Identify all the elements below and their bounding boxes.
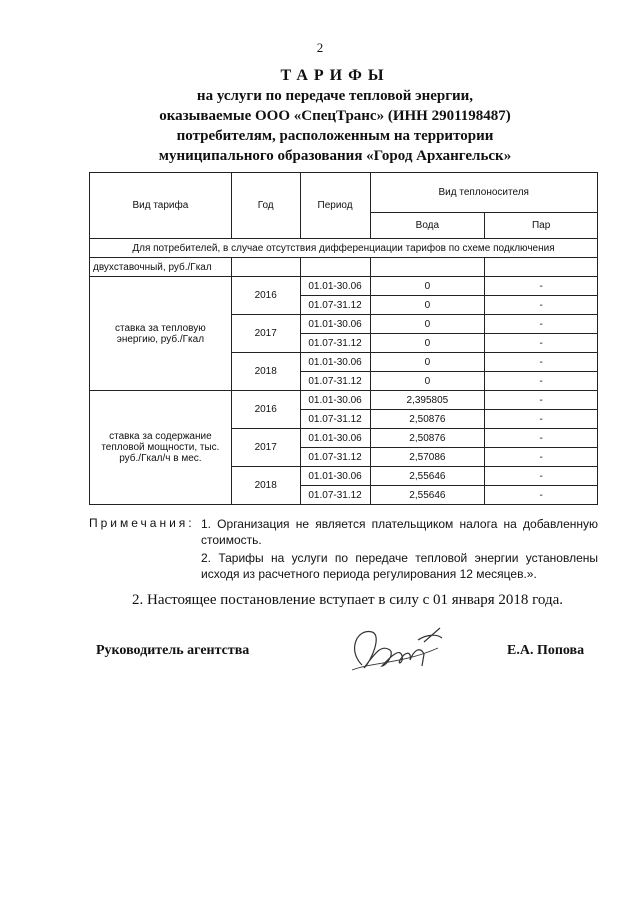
energy-rate-period: 01.07-31.12: [300, 296, 370, 315]
capacity-rate-steam: -: [485, 448, 598, 467]
capacity-rate-period: 01.01-30.06: [300, 467, 370, 486]
page-number: 2: [316, 40, 324, 55]
header-tariff-type: Вид тарифа: [90, 173, 232, 239]
section-caption-row: [90, 239, 598, 258]
signatory-role: Руководитель агентства: [96, 643, 250, 658]
capacity-rate-period: 01.07-31.12: [300, 410, 370, 429]
energy-rate-steam: -: [485, 372, 598, 391]
capacity-rate-year: 2018: [231, 467, 300, 505]
energy-rate-label: ставка за тепловую энергию, руб./Гкал: [90, 277, 232, 391]
title-line-2: оказываемые ООО «СпецТранс» (ИНН 2901198487): [159, 108, 511, 124]
energy-rate-period: 01.01-30.06: [300, 277, 370, 296]
energy-rate-steam: -: [485, 296, 598, 315]
capacity-rate-water: 2,395805: [370, 391, 485, 410]
energy-rate-row: [90, 277, 598, 296]
capacity-rate-period: 01.01-30.06: [300, 429, 370, 448]
notes-label: Примечания:: [89, 516, 195, 530]
capacity-rate-water: 2,50876: [370, 429, 485, 448]
capacity-rate-year: 2017: [231, 429, 300, 467]
capacity-rate-steam: -: [485, 467, 598, 486]
capacity-rate-steam: -: [485, 391, 598, 410]
capacity-rate-period: 01.01-30.06: [300, 391, 370, 410]
capacity-rate-water: 2,57086: [370, 448, 485, 467]
title-main: ТАРИФЫ: [280, 67, 390, 84]
energy-rate-steam: -: [485, 353, 598, 372]
energy-rate-period: 01.07-31.12: [300, 334, 370, 353]
effective-date-clause: 2. Настоящее постановление вступает в силу с 01 января 2018 года.: [132, 592, 564, 608]
energy-rate-period: 01.07-31.12: [300, 372, 370, 391]
header-period: Период: [300, 173, 370, 239]
header-carrier: Вид теплоносителя: [370, 173, 598, 213]
two-part-label: двухставочный, руб./Гкал: [90, 258, 232, 277]
energy-rate-steam: -: [485, 334, 598, 353]
document-title: [100, 66, 570, 166]
energy-rate-water: 0: [370, 315, 485, 334]
energy-rate-water: 0: [370, 277, 485, 296]
energy-rate-year: 2017: [231, 315, 300, 353]
capacity-rate-steam: -: [485, 429, 598, 448]
tariff-table: [89, 172, 598, 505]
capacity-rate-period: 01.07-31.12: [300, 486, 370, 505]
capacity-rate-steam: -: [485, 486, 598, 505]
energy-rate-period: 01.01-30.06: [300, 315, 370, 334]
capacity-rate-steam: -: [485, 410, 598, 429]
energy-rate-period: 01.01-30.06: [300, 353, 370, 372]
table-header-row: [90, 173, 598, 213]
handwritten-signature: [342, 620, 452, 680]
capacity-rate-row: [90, 391, 598, 410]
energy-rate-water: 0: [370, 372, 485, 391]
capacity-rate-water: 2,55646: [370, 486, 485, 505]
title-line-1: на услуги по передаче тепловой энергии,: [196, 88, 474, 104]
capacity-rate-water: 2,55646: [370, 467, 485, 486]
header-steam: Пар: [485, 213, 598, 239]
notes-section: [89, 516, 598, 584]
capacity-rate-year: 2016: [231, 391, 300, 429]
capacity-rate-group: [90, 391, 598, 505]
capacity-rate-water: 2,50876: [370, 410, 485, 429]
energy-rate-water: 0: [370, 353, 485, 372]
note-item-2: 2. Тарифы на услуги по передаче тепловой энергии установлены исходя из расчетного периода регулирования 12 месяцев.».: [201, 551, 598, 581]
two-part-row: [90, 258, 598, 277]
energy-rate-group: [90, 277, 598, 391]
signatory-name: Е.А. Попова: [507, 643, 585, 658]
energy-rate-water: 0: [370, 296, 485, 315]
capacity-rate-label: ставка за содержание тепловой мощности, тыс. руб./Гкал/ч в мес.: [90, 391, 232, 505]
energy-rate-water: 0: [370, 334, 485, 353]
energy-rate-year: 2018: [231, 353, 300, 391]
note-item-1: 1. Организация не является плательщиком налога на добавленную стоимость.: [201, 517, 598, 547]
section-caption: Для потребителей, в случае отсутствия дифференциации тарифов по схеме подключения: [90, 239, 598, 258]
header-year: Год: [231, 173, 300, 239]
energy-rate-steam: -: [485, 277, 598, 296]
capacity-rate-period: 01.07-31.12: [300, 448, 370, 467]
energy-rate-steam: -: [485, 315, 598, 334]
title-line-3: потребителям, расположенным на территории: [176, 128, 494, 144]
header-water: Вода: [370, 213, 485, 239]
energy-rate-year: 2016: [231, 277, 300, 315]
title-line-4: муниципального образования «Город Архангельск»: [158, 148, 512, 164]
